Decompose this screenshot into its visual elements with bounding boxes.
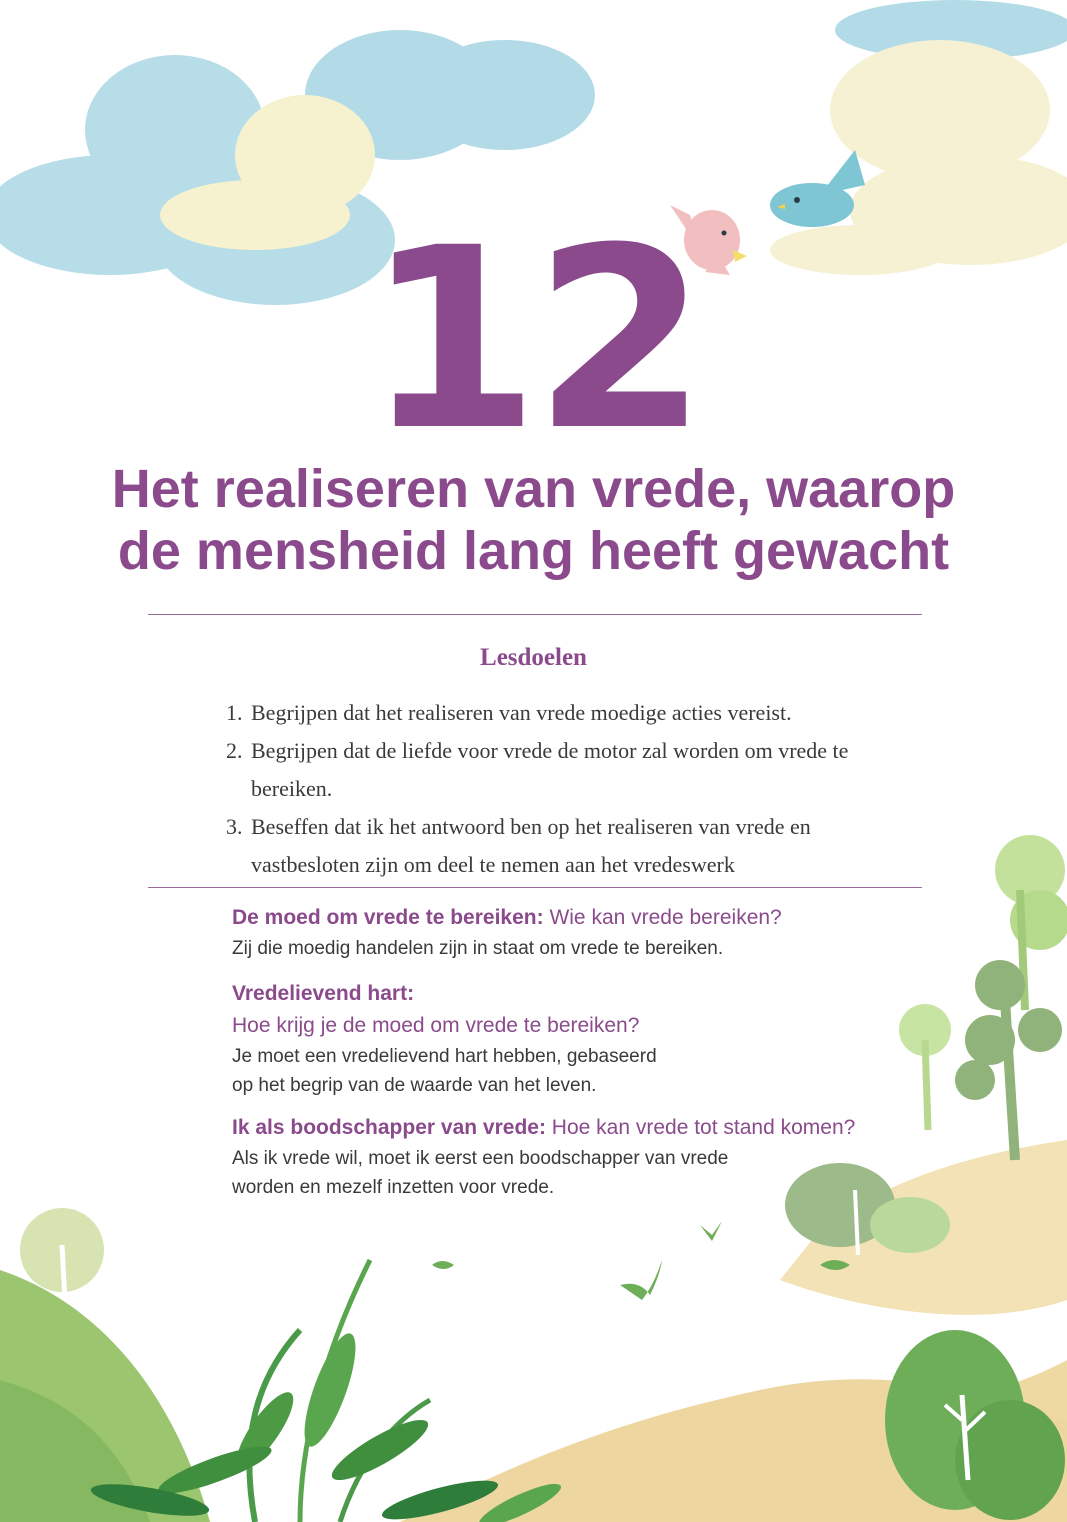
chapter-title: [80, 458, 987, 582]
section-label: Ik als boodschapper van vrede:: [232, 1116, 546, 1139]
list-item: [226, 694, 926, 732]
list-item-text: Begrijpen dat het realiseren van vrede moedige acties vereist.: [251, 700, 792, 725]
section-question: [232, 1112, 952, 1144]
chapter-title-line: Het realiseren van vrede, waarop: [111, 459, 956, 519]
section-messenger: [232, 1112, 952, 1202]
section-answer: worden en mezelf inzetten voor vrede.: [232, 1177, 555, 1198]
section-question-text: Wie kan vrede bereiken?: [543, 906, 782, 929]
section-label: Vredelievend hart:: [232, 982, 415, 1005]
list-item-text: Begrijpen dat de liefde voor vrede de motor zal worden om vrede te bereiken.: [251, 738, 849, 801]
section-answer: op het begrip van de waarde van het leven.: [232, 1075, 597, 1096]
section-label: De moed om vrede te bereiken:: [232, 906, 544, 929]
section-question-text: Hoe krijg je de moed om vrede te bereiken?: [232, 1014, 640, 1037]
section-question: [232, 902, 952, 934]
lesson-goals-list: [226, 694, 926, 884]
section-courage: [232, 902, 952, 963]
section-peaceful-heart: [232, 978, 952, 1100]
section-answer: Je moet een vredelievend hart hebben, gebaseerd: [232, 1046, 657, 1067]
list-item: [226, 808, 926, 884]
divider: [148, 614, 922, 615]
section-question-text: Hoe kan vrede tot stand komen?: [545, 1116, 856, 1139]
list-item-text: Beseffen dat ik het antwoord ben op het realiseren van vrede en vastbesloten zijn om deel te nemen aan het vredeswerk: [251, 814, 811, 877]
section-answer: Als ik vrede wil, moet ik eerst een boodschapper van vrede: [232, 1148, 729, 1169]
list-item-number: 3.: [226, 814, 243, 839]
divider: [148, 887, 922, 888]
section-answer: Zij die moedig handelen zijn in staat om vrede te bereiken.: [232, 938, 724, 959]
list-item: [226, 732, 926, 808]
list-item-number: 1.: [226, 700, 243, 725]
chapter-number: 12: [365, 194, 702, 485]
list-item-number: 2.: [226, 738, 243, 763]
chapter-title-line: de mensheid lang heeft gewacht: [117, 521, 950, 581]
lesson-goals-heading: Lesdoelen: [480, 644, 587, 671]
